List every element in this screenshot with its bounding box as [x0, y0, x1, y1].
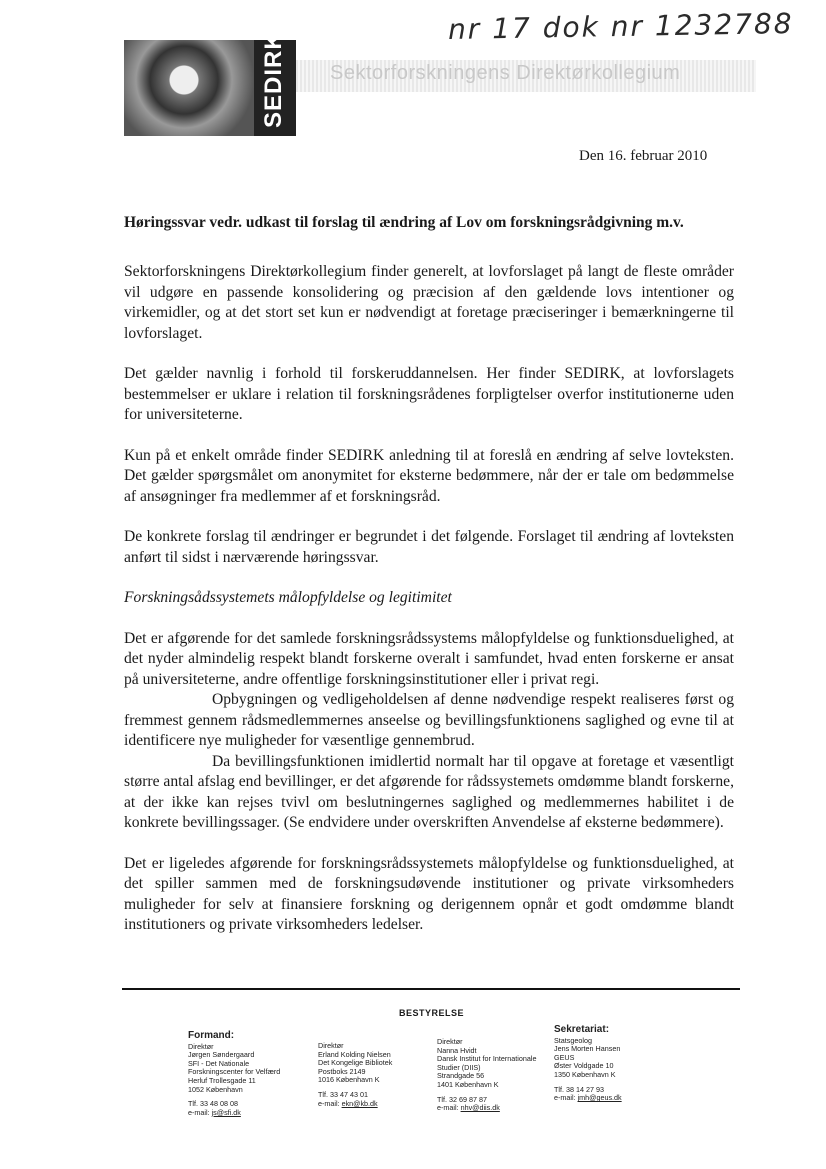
formand-line: SFI - Det Nationale: [188, 1058, 250, 1068]
sekretariat-line: Statsgeolog: [554, 1035, 592, 1045]
sedirk-logo: [124, 31, 296, 136]
sekretariat-line: GEUS: [554, 1052, 575, 1062]
member-line: Studier (DIIS): [437, 1062, 481, 1072]
formand-line: Direktør: [188, 1041, 214, 1051]
document-title: Høringssvar vedr. udkast til forslag til ændring af Lov om forskningsrådgivning m.v.: [124, 214, 684, 231]
member-line: Dansk Institut for Internationale: [437, 1054, 537, 1064]
sekretariat-phone: Tlf. 38 14 27 93: [554, 1084, 604, 1094]
logo-photo: [124, 40, 254, 136]
section-heading: Forskningsådssystemets målopfyldelse og legitimitet: [124, 589, 452, 606]
sekretariat-line: 1350 København K: [554, 1069, 616, 1079]
footer-formand: [188, 1032, 280, 1117]
member-line: 1401 København K: [437, 1079, 499, 1089]
sekretariat-email-link[interactable]: jmh@geus.dk: [577, 1093, 622, 1103]
board-title: BESTYRELSE: [399, 1008, 465, 1018]
footer-member-diis: [437, 1038, 536, 1113]
member-line: Postboks 2149: [318, 1066, 366, 1076]
member-line: Direktør: [437, 1037, 463, 1046]
member-phone: Tlf. 32 69 87 87: [437, 1094, 487, 1104]
member-line: Erland Kolding Nielsen: [318, 1049, 391, 1059]
paragraph-cooperation: Det er ligeledes afgørende for forskningsrådssystemets målopfyldelse og funktionsduelighed, at det spiller sammen med de forskningsudøvende institutioner og private virksomheders muligheder for selv at finansiere forskning og derigennem opnår et godt omdømme blandt institutioners og private virksomheders ledelser.: [124, 854, 734, 933]
handwritten-note: nr 17 dok nr 1232788: [447, 6, 794, 47]
paragraph-grant-function: Da bevillingsfunktionen imidlertid normalt har til opgave at foretage et væsentligt større antal afslag end bevillinger, er det afgørende for rådssystemets omdømme blandt forskerne, at der ikke kan rejses tvivl om beslutningernes saglighed og medlemmernes habilitet i de konkrete bevillingssager. (Se endvidere under overskriften Anvendelse af eksterne bedømmere).: [124, 752, 734, 831]
formand-line: Forskningscenter for Velfærd: [188, 1067, 281, 1077]
logo-text: SEDIRK: [260, 31, 287, 128]
sekretariat-heading: Sekretariat:: [554, 1024, 610, 1035]
footer-member-kb: [318, 1042, 392, 1108]
formand-email-link[interactable]: js@sfi.dk: [211, 1107, 241, 1117]
formand-email-row: [188, 1109, 280, 1118]
sekretariat-email-label: e-mail:: [554, 1093, 578, 1103]
member-line: 1016 København K: [318, 1075, 380, 1085]
letter-date: Den 16. februar 2010: [579, 148, 708, 164]
member-email-row: [318, 1100, 392, 1109]
member-email-row: [437, 1104, 536, 1113]
member-email-link[interactable]: nhv@diis.dk: [460, 1103, 500, 1113]
member-email-label: e-mail:: [318, 1098, 342, 1108]
paragraph-proposals: De konkrete forslag til ændringer er begrundet i det følgende. Forslaget til ændring af lovteksten anført til sidst i nærværende høringssvar.: [124, 528, 734, 566]
paragraph-respect: Det er afgørende for det samlede forskningsrådssystems målopfyldelse og funktionsduelighed, at det nyder almindelig respekt blandt forskerne overalt i samfundet, hvad enten forskerne er ansat på universiteterne, andre offentlige forskningsinstitutioner eller i privat regi.: [124, 629, 734, 688]
member-email-link[interactable]: ekn@kb.dk: [341, 1098, 378, 1108]
formand-line: 1052 København: [188, 1084, 243, 1094]
organization-name: Sektorforskningens Direktørkollegium: [330, 62, 681, 84]
paragraph-intro: Sektorforskningens Direktørkollegium finder generelt, at lovforslaget på langt de fleste områder vil udgøre en passende konsolidering og præcision af den gældende lovs intentioner og virkemidler, og at det stort set kun er nødvendigt at foretage præciseringer i bemærkningerne til lovforslaget.: [124, 263, 734, 342]
sekretariat-line: Øster Voldgade 10: [554, 1061, 614, 1071]
member-email-label: e-mail:: [437, 1103, 461, 1113]
member-line: Strandgade 56: [437, 1071, 485, 1081]
member-phone: Tlf. 33 47 43 01: [318, 1089, 368, 1099]
formand-email-label: e-mail:: [188, 1107, 212, 1117]
paragraph-anonymity: Kun på et enkelt område finder SEDIRK anledning til at foreslå en ændring af selve lovteksten. Det gælder spørgsmålet om anonymitet for eksterne bedømmere, når der er tale om bedømmelse af ansøgninger fra medlemmer af et forskningsråd.: [124, 446, 734, 505]
sekretariat-email-row: [554, 1094, 622, 1103]
document-body: [124, 262, 734, 956]
footer-divider: [122, 988, 740, 990]
footer-sekretariat: [554, 1026, 622, 1103]
paragraph-reputation: Opbygningen og vedligeholdelsen af denne nødvendige respekt realiseres først og fremmest gennem rådsmedlemmernes anseelse og bevillingsfunktionens saglighed og evne til at identificere nye muligheder for væsentlige gennembrud.: [124, 691, 734, 749]
formand-line: Jørgen Søndergaard: [188, 1050, 255, 1060]
paragraph-researcher-training: Det gælder navnlig i forhold til forskeruddannelsen. Her finder SEDIRK, at lovforslagets bestemmelser er uklare i relation til forskningsrådenes forpligtelser overfor institutionerne uden for universiteterne.: [124, 365, 734, 423]
sekretariat-line: Jens Morten Hansen: [554, 1044, 621, 1054]
formand-heading: Formand:: [188, 1030, 235, 1041]
member-line: Direktør: [318, 1041, 344, 1050]
formand-line: Herluf Trollesgade 11: [188, 1075, 256, 1085]
member-line: Nanna Hvidt: [437, 1045, 477, 1055]
formand-phone: Tlf. 33 48 08 08: [188, 1099, 238, 1109]
member-line: Det Kongelige Bibliotek: [318, 1058, 393, 1068]
